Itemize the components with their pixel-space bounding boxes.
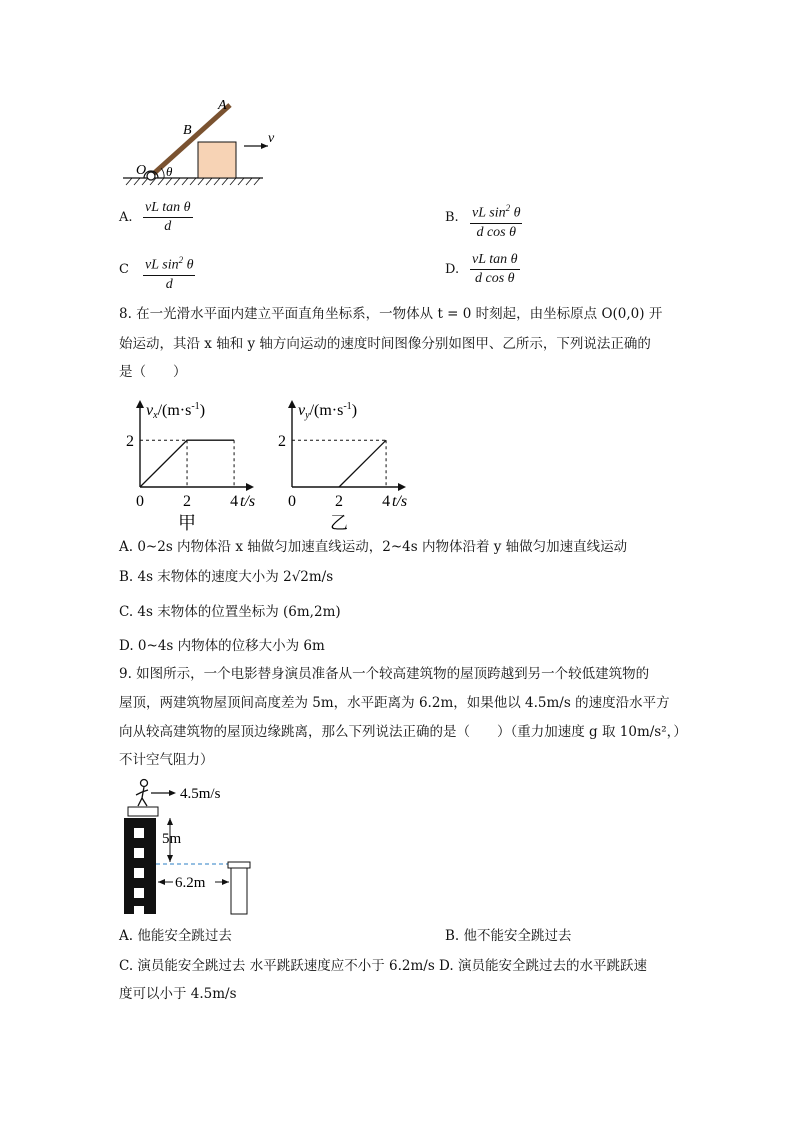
- x-axis-arrowhead: [398, 483, 406, 491]
- x-tick-label: 4: [230, 493, 239, 510]
- q7-option-b-numerator: vL $\sin^2 \theta$: [470, 199, 522, 224]
- q7-option-c-numerator: vL $\sin^2 \theta$: [143, 251, 195, 276]
- y-tick-label: 2: [126, 433, 134, 451]
- q7-option-d-label: D.: [445, 262, 460, 277]
- q9-line-2: 屋顶，两建筑物屋顶间高度差为 5m，水平距离为 6.2m，如果他以 4.5m/s 的速度沿水平方: [119, 695, 670, 711]
- q7-option-a-denominator: d: [164, 219, 172, 234]
- x-tick-label: 4: [382, 493, 391, 510]
- label-B: B: [183, 123, 192, 138]
- velocity-arrowhead: [261, 143, 268, 149]
- height-label: 5m: [162, 831, 182, 847]
- q7-option-d-fraction: [470, 251, 520, 288]
- q7-option-d-denominator: d cos θ: [474, 271, 515, 286]
- y-axis-arrowhead: [136, 400, 144, 408]
- q9-option-a: A. 他能安全跳过去: [119, 928, 232, 944]
- x-tick-label: 0: [288, 493, 296, 510]
- height-arrow-down: [167, 855, 173, 862]
- stunt-jump-figure: [118, 776, 278, 918]
- q8-option-a: A. 0~2s 内物体沿 x 轴做匀加速直线运动，2~4s 内物体沿着 y 轴做匀加速直线运动: [119, 539, 628, 555]
- x-axis-label: t/s: [392, 493, 408, 510]
- q9-option-b: B. 他不能安全跳过去: [445, 928, 572, 944]
- graph-jia: [126, 400, 255, 532]
- stunt-person-icon: [136, 780, 148, 807]
- x-axis-arrowhead: [246, 483, 254, 491]
- y-axis-label: $vx/(m\cdot s^{-1})$: [146, 401, 206, 421]
- graph-caption: 乙: [330, 513, 348, 532]
- q8-line-2: 始运动，其沿 x 轴和 y 轴方向运动的速度时间图像分别如图甲、乙所示，下列说法正确的: [119, 336, 651, 352]
- vt-graphs: [126, 392, 426, 532]
- q8-line-1: 8. 在一光滑水平面内建立平面直角坐标系，一物体从 t = 0 时刻起，由坐标原点 O(0,0) 开: [119, 306, 663, 322]
- x-axis-label: t/s: [240, 493, 256, 510]
- q7-option-a-label: A.: [119, 210, 133, 225]
- q7-option-b-fraction: [470, 199, 522, 242]
- graph-yi: [278, 400, 407, 532]
- q8-option-d: D. 0~4s 内物体的位移大小为 6m: [119, 638, 325, 654]
- q9-option-c-continued: 度可以小于 4.5m/s: [119, 986, 237, 1002]
- label-A: A: [218, 98, 227, 113]
- q8-option-c: C. 4s 末物体的位置坐标为 (6m,2m): [119, 604, 341, 620]
- q7-option-c-fraction: [143, 251, 195, 294]
- q8-line-3: 是（ ）: [119, 364, 187, 380]
- short-building: [231, 862, 247, 914]
- q7-option-b-label: B.: [445, 210, 459, 225]
- y-tick-label: 2: [278, 433, 286, 451]
- rod-block-figure: [118, 92, 278, 188]
- q7-option-b-denominator: d cos θ: [476, 224, 517, 240]
- q9-line-1: 9. 如图所示，一个电影替身演员准备从一个较高建筑物的屋顶跨越到另一个较低建筑物的: [119, 666, 650, 682]
- q7-option-c-denominator: d: [165, 276, 173, 292]
- series-line: [339, 440, 386, 487]
- q8-option-b: B. 4s 末物体的速度大小为 2√2m/s: [119, 569, 334, 585]
- q9-option-c: C. 演员能安全跳过去 水平跳跃速度应不小于 6.2m/s D. 演员能安全跳过去的水平跳跃速: [119, 958, 647, 974]
- q9-line-3: 向从较高建筑物的屋顶边缘跳离，那么下列说法正确的是（ ）（重力加速度 g 取 10m/s²，）: [119, 724, 687, 740]
- x-tick-label: 2: [183, 493, 192, 510]
- height-arrow-up: [167, 818, 173, 825]
- block: [198, 142, 236, 178]
- label-v: v: [268, 131, 275, 146]
- x-tick-label: 2: [335, 493, 344, 510]
- q7-option-a-fraction: [143, 199, 193, 236]
- speed-label: 4.5m/s: [180, 786, 221, 802]
- q7-option-c-label: C: [119, 262, 129, 277]
- q9-line-4: 不计空气阻力）: [119, 752, 214, 768]
- q7-option-a-numerator: vL tan θ: [143, 199, 193, 218]
- roof-ledge: [128, 807, 158, 816]
- distance-arrow-right: [222, 879, 229, 885]
- ground-hatch: [126, 178, 260, 185]
- short-building-roof: [228, 862, 250, 868]
- label-theta: θ: [166, 164, 173, 179]
- speed-arrowhead: [169, 790, 176, 796]
- pivot: [147, 172, 155, 180]
- q7-option-d-numerator: vL tan θ: [470, 251, 520, 270]
- y-axis-label: $vy/(m\cdot s^{-1})$: [298, 401, 358, 421]
- label-O: O: [136, 163, 147, 178]
- graph-caption: 甲: [178, 513, 196, 532]
- distance-arrow-left: [158, 879, 165, 885]
- distance-label: 6.2m: [175, 875, 206, 891]
- x-tick-label: 0: [136, 493, 144, 510]
- y-axis-arrowhead: [288, 400, 296, 408]
